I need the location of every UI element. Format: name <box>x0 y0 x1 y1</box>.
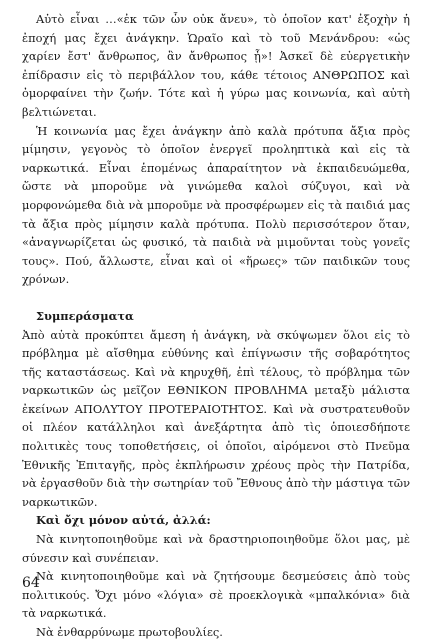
paragraph-conclusions: Ἀπὸ αὐτὰ προκύπτει ἄμεση ἡ ἀνάγκη, νὰ σκύψωμεν ὅλοι εἰς τὸ πρόβλημα μὲ αἴσθημα εὐθύνης καὶ ἐπίγνωσιν τῆς σοβαρότητος τῆς καταστάσεως. Καὶ νὰ κηρυχθῆ, ἐπὶ τέλους, τὸ πρόβλημα τῶν ναρκωτικῶν ὡς μεῖζον ΕΘΝΙΚΟΝ ΠΡΟΒΛΗΜΑ μεταξὺ μάλιστα ἐκείνων ΑΠΟΛΥΤΟΥ ΠΡΟΤΕΡΑΙΟΤΗΤΟΣ. Καὶ νὰ συστρατευθοῦν οἱ πλέον κατάλληλοι καὶ ἀνεξάρτητα ἀπὸ τὶς ὁποιεσδήποτε πολιτικὲς τους τοποθετήσεις, οἱ ὁποῖοι, αἰρόμενοι στὸ Πνεῦμα Ἐθνικῆς Ἐπιταγῆς, πρὸς ἐκπλήρωσιν χρέους πρὸς τὴν Πατρίδα, νὰ ἐργασθοῦν διὰ τὴν σωτηρίαν τοῦ Ἔθνους ἀπὸ τὴν μάστιγα τῶν ναρκωτικῶν. <box>22 327 410 509</box>
paragraph-bottom-2: Νὰ κινητοποιηθοῦμε καὶ νὰ ζητήσουμε δεσμεύσεις ἀπὸ τοὺς πολιτικούς. Ὄχι μόνο «λόγια» σὲ προεκλογικὰ «μπαλκόνια» διὰ τὰ ναρκωτικά. <box>22 569 410 621</box>
page-body <box>22 10 410 642</box>
page-number: 64 <box>22 575 40 591</box>
paragraph-top-1: Αὐτὸ εἶναι …«ἐκ τῶν ὧν οὐκ ἄνευ», τὸ ὁποῖον κατ' ἐξοχὴν ἡ ἐποχή μας ἔχει ἀνάγκην. Ὡραῖο καὶ τὸ τοῦ Μενάνδρου: «ὡς χαρίεν ἔστ' ἄνθρωπος, ἂν ἄνθρωπος ᾖ»! Ἀσκεῖ δὲ εὐεργετικὴν ἐπίδρασιν εἰς τὸ περιβάλλον του, κάθε τέτοιος ΑΝΘΡΩΠΟΣ καὶ ὀμορφαίνει τὴν ζωήν. Τότε καὶ ἡ γύρω μας κοινωνία, καὶ αὐτὴ βελτιώνεται. <box>22 12 410 119</box>
paragraph-top-2: Ἡ κοινωνία μας ἔχει ἀνάγκην ἀπὸ καλὰ πρότυπα ἄξια πρὸς μίμησιν, γεγονὸς τὸ ὁποῖον ἐνεργεῖ προληπτικὰ καὶ εἰς τὰ ναρκωτικά. Εἶναι ἑπομένως ἀπαραίτητον νὰ ἐκπαιδευώμεθα, ὥστε νὰ μποροῦμε νὰ γινώμεθα καλοὶ σύζυγοι, καὶ νὰ μορφονώμεθα διὰ νὰ μποροῦμε νὰ προσφέρωμεν εἰς τὰ παιδιά μας τὰ ἄξια πρὸς μίμησιν καλὰ πρότυπα. Πολὺ περισσότερον ὅταν, «ἀναγνωρίζεται ὡς φυσικό, τὰ παιδιὰ νὰ μιμοῦνται τοὺς γονεῖς τους». Πού, ἄλλωστε, εἶναι καὶ οἱ «ἥρωες» τῶν παιδικῶν τους χρόνων. <box>22 123 410 287</box>
paragraph-bottom-1: Νὰ κινητοποιηθοῦμε καὶ νὰ δραστηριοποιηθοῦμε ὅλοι μας, μὲ σύνεσιν καὶ συνέπειαν. <box>22 532 410 565</box>
paragraph-bottom-3: Νὰ ἐνθαρρύνωμε πρωτοβουλίες. <box>36 625 223 639</box>
section-heading-not-only: Καὶ ὄχι μόνον αὐτά, ἀλλά: <box>36 513 211 528</box>
section-heading-conclusions: Συμπεράσματα <box>36 308 134 323</box>
section-spacer <box>22 289 410 307</box>
